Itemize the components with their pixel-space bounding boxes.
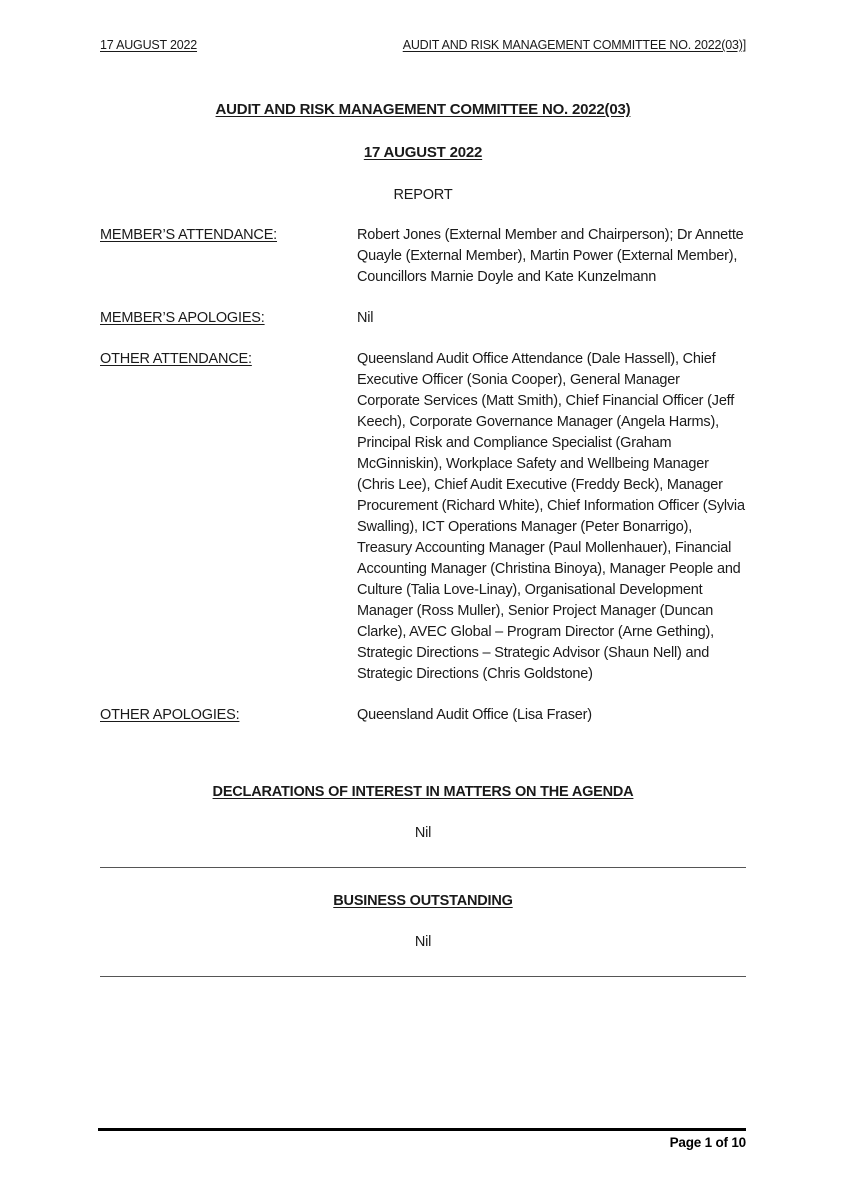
- declarations-heading: DECLARATIONS OF INTEREST IN MATTERS ON THE AGENDA: [212, 784, 634, 800]
- section-divider: [100, 976, 746, 977]
- header-doc-ref: AUDIT AND RISK MANAGEMENT COMMITTEE NO. 2022(03)]: [402, 38, 746, 52]
- section-declarations-of-interest: [100, 784, 746, 841]
- other-apologies-value: Queensland Audit Office (Lisa Fraser): [357, 707, 592, 723]
- section-business-outstanding: [100, 893, 746, 950]
- footer-rule: [98, 1128, 746, 1131]
- page-number: Page 1 of 10: [669, 1135, 746, 1150]
- report-label: REPORT: [393, 187, 453, 203]
- members-apologies-label: MEMBER’S APOLOGIES:: [100, 310, 265, 326]
- attendance-row-members-attendance: [100, 225, 746, 288]
- page-date: 17 AUGUST 2022: [363, 144, 483, 161]
- business-outstanding-body: Nil: [414, 934, 432, 950]
- members-attendance-label: MEMBER’S ATTENDANCE:: [100, 227, 278, 243]
- header-date: 17 AUGUST 2022: [100, 38, 198, 52]
- declarations-body: Nil: [414, 825, 432, 841]
- attendance-row-other-attendance: [100, 349, 746, 685]
- page-title: AUDIT AND RISK MANAGEMENT COMMITTEE NO. 2022(03): [215, 101, 631, 118]
- other-apologies-label: OTHER APOLOGIES:: [100, 707, 240, 723]
- other-attendance-label: OTHER ATTENDANCE:: [100, 351, 252, 367]
- members-attendance-value: Robert Jones (External Member and Chairperson); Dr Annette Quayle (External Member), Martin Power (External Member), Councillors Marnie Doyle and Kate Kunzelmann: [357, 227, 744, 285]
- section-divider: [100, 867, 746, 868]
- attendance-row-other-apologies: [100, 705, 746, 726]
- running-header: [100, 38, 746, 53]
- business-outstanding-heading: BUSINESS OUTSTANDING: [333, 893, 513, 909]
- attendance-list: [100, 225, 746, 726]
- other-attendance-value: Queensland Audit Office Attendance (Dale Hassell), Chief Executive Officer (Sonia Cooper), General Manager Corporate Services (Matt Smith), Chief Financial Officer (Jeff Keech), Corporate Governance Manager (Angela Harms), Principal Risk and Compliance Specialist (Graham McGinniskin), Workplace Safety and Wellbeing Manager (Chris Lee), Chief Audit Executive (Freddy Beck), Manager Procurement (Richard White), Chief Information Officer (Sylvia Swalling), ICT Operations Manager (Peter Bonarrigo), Treasury Accounting Manager (Paul Mollenhauer), Financial Accounting Manager (Christina Binoya), Manager People and Culture (Talia Love-Linay), Organisational Development Manager (Ross Muller), Senior Project Manager (Duncan Clarke), AVEC Global – Program Director (Arne Gething), Strategic Directions – Strategic Advisor (Shaun Nell) and Strategic Directions (Chris Goldstone): [357, 351, 745, 682]
- members-apologies-value: Nil: [357, 310, 374, 326]
- page-footer: [98, 1128, 746, 1150]
- attendance-row-members-apologies: [100, 308, 746, 329]
